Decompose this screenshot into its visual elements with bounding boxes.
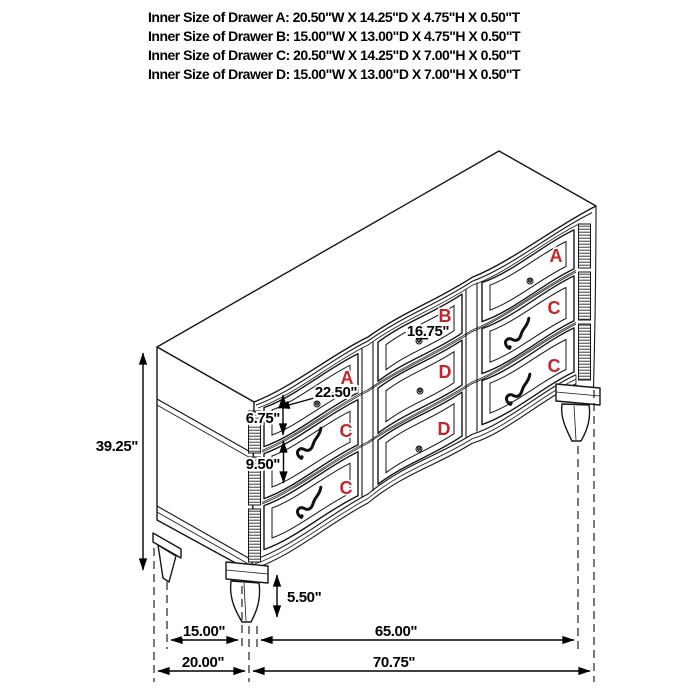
dim-drawer-c-height: 9.50" <box>245 456 280 473</box>
inner-size-line-c: Inner Size of Drawer C: 20.50"W X 14.25"D X 7.00"H X 0.50"T <box>148 47 521 63</box>
dim-side-leg-span: 15.00" <box>182 623 226 640</box>
dim-drawer-a-width: 22.50" <box>314 384 358 401</box>
dim-drawer-a-height: 6.75" <box>245 410 280 427</box>
drawer-label-b-middle: B <box>438 306 452 326</box>
drawer-label-d-middle-2: D <box>438 362 452 382</box>
dim-drawer-b-width: 16.75" <box>406 323 450 340</box>
dim-leg-height: 5.50" <box>287 589 322 606</box>
drawer-label-c-left-2: C <box>339 421 353 441</box>
inner-size-line-a: Inner Size of Drawer A: 20.50"W X 14.25"D X 4.75"H X 0.50"T <box>148 9 520 25</box>
drawer-label-c-right-3: C <box>547 356 561 376</box>
inner-size-line-b: Inner Size of Drawer B: 15.00"W X 13.00"D X 4.75"H X 0.50"T <box>148 28 521 44</box>
dim-overall-height: 39.25" <box>95 438 138 455</box>
drawer-label-d-middle-3: D <box>437 419 451 439</box>
drawer-label-c-left-3: C <box>339 478 353 498</box>
dim-overall-depth: 20.00" <box>181 654 225 671</box>
drawer-label-c-right-2: C <box>547 298 561 318</box>
drawer-label-a-left: A <box>340 368 354 388</box>
dresser-drawing <box>153 151 600 622</box>
inner-size-line-d: Inner Size of Drawer D: 15.00"W X 13.00"D X 7.00"H X 0.50"T <box>148 66 521 82</box>
dim-overall-width: 70.75" <box>372 654 416 671</box>
dim-front-leg-span: 65.00" <box>374 623 418 640</box>
drawer-label-a-right: A <box>549 246 563 266</box>
